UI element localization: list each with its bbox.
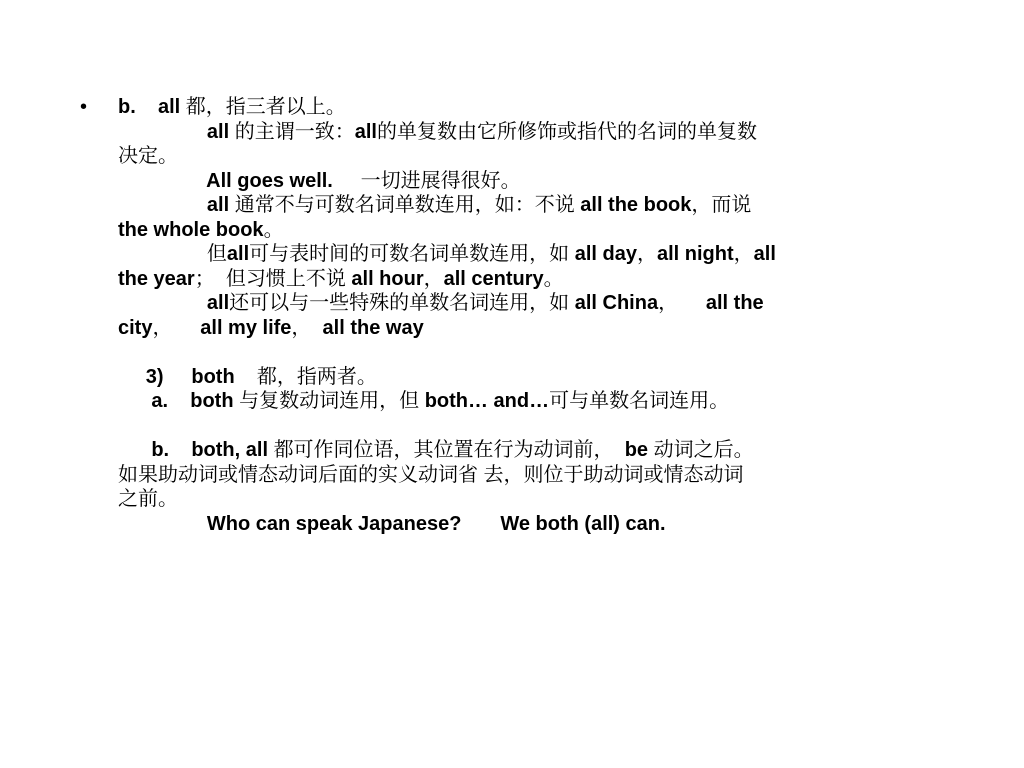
- text-line: [118, 389, 930, 414]
- chinese-text: 之前。: [118, 488, 178, 510]
- text-line: [118, 487, 930, 512]
- text-line: [118, 463, 930, 488]
- text-line: [118, 512, 930, 537]
- chinese-text: 。: [543, 267, 564, 290]
- chinese-text: ，: [152, 316, 201, 339]
- english-text: all: [118, 194, 235, 216]
- chinese-text: 但: [206, 243, 227, 265]
- text-line: [118, 120, 930, 145]
- text-line: [118, 365, 930, 390]
- text-line: [118, 193, 930, 218]
- text-line: [118, 95, 930, 120]
- english-text: all: [226, 243, 250, 265]
- chinese-text: 都，指三者以上。: [185, 96, 346, 118]
- slide-body-text: [118, 95, 930, 536]
- chinese-text: ，而说: [691, 194, 752, 216]
- chinese-text: 可与单数名词连用。: [549, 390, 730, 412]
- english-text: Who can speak Japanese? We both (all) can.: [118, 512, 666, 535]
- english-text: all the way: [322, 316, 424, 339]
- text-line: [118, 267, 930, 292]
- chinese-text: ，: [636, 243, 657, 265]
- chinese-text: 。: [263, 218, 284, 241]
- text-line: [118, 144, 930, 169]
- english-text: all day: [574, 243, 637, 265]
- chinese-text: 通常不与可数名词单数连用，如：不说: [234, 194, 581, 216]
- english-text: all: [753, 243, 776, 265]
- chinese-text: ，: [423, 267, 444, 290]
- english-text: the year: [118, 267, 195, 290]
- chinese-text: 动词之后。: [653, 439, 754, 461]
- chinese-text: 的单复数由它所修饰或指代的名词的单复数: [376, 120, 757, 143]
- english-text: all China: [574, 292, 659, 314]
- chinese-text: 决定。: [118, 145, 178, 167]
- english-text: the whole book: [118, 218, 264, 241]
- chinese-text: 与复数动词连用，但: [239, 390, 425, 412]
- text-line: [118, 316, 930, 341]
- text-line: [118, 414, 930, 439]
- english-text: city: [118, 316, 153, 339]
- chinese-text: 都，指两者。: [256, 365, 377, 388]
- english-text: [118, 341, 124, 363]
- english-text: all century: [443, 267, 544, 290]
- english-text: 3) both: [118, 365, 257, 388]
- english-text: all: [354, 120, 377, 143]
- chinese-text: 还可以与一些特殊的单数名词连用，如: [229, 292, 575, 314]
- text-line: [118, 291, 930, 316]
- english-text: all hour: [351, 267, 424, 290]
- chinese-text: 如果助动词或情态动词后面的实义动词省 去，则位于助动词或情态动词: [118, 463, 744, 486]
- english-text: all the: [705, 292, 764, 314]
- chinese-text: 都可作同位语，其位置在行为动词前，: [273, 439, 625, 461]
- text-line: [118, 438, 930, 463]
- chinese-text: ，: [658, 292, 706, 314]
- english-text: all night: [656, 243, 734, 265]
- english-text: all the book: [580, 194, 692, 216]
- english-text: all my life: [200, 316, 292, 339]
- english-text: all: [118, 292, 230, 314]
- text-line: [118, 242, 930, 267]
- text-line: [118, 218, 930, 243]
- chinese-text: 的主谓一致：: [234, 120, 355, 143]
- english-text: be: [624, 439, 654, 461]
- english-text: both… and…: [424, 390, 550, 412]
- text-line: [118, 169, 930, 194]
- chinese-text: ，: [733, 243, 754, 265]
- text-line: [118, 340, 930, 365]
- chinese-text: ； 但习惯上不说: [194, 267, 352, 290]
- chinese-text: 一切进展得很好。: [360, 169, 521, 192]
- english-text: [118, 243, 207, 265]
- english-text: b. all: [118, 96, 186, 118]
- english-text: [118, 415, 124, 437]
- chinese-text: ，: [291, 316, 323, 339]
- english-text: b. both, all: [118, 439, 274, 461]
- english-text: All goes well.: [118, 169, 361, 192]
- english-text: all: [118, 120, 235, 143]
- english-text: a. both: [118, 390, 240, 412]
- chinese-text: 可与表时间的可数名词单数连用，如: [249, 243, 575, 265]
- bullet-point: •: [80, 96, 88, 118]
